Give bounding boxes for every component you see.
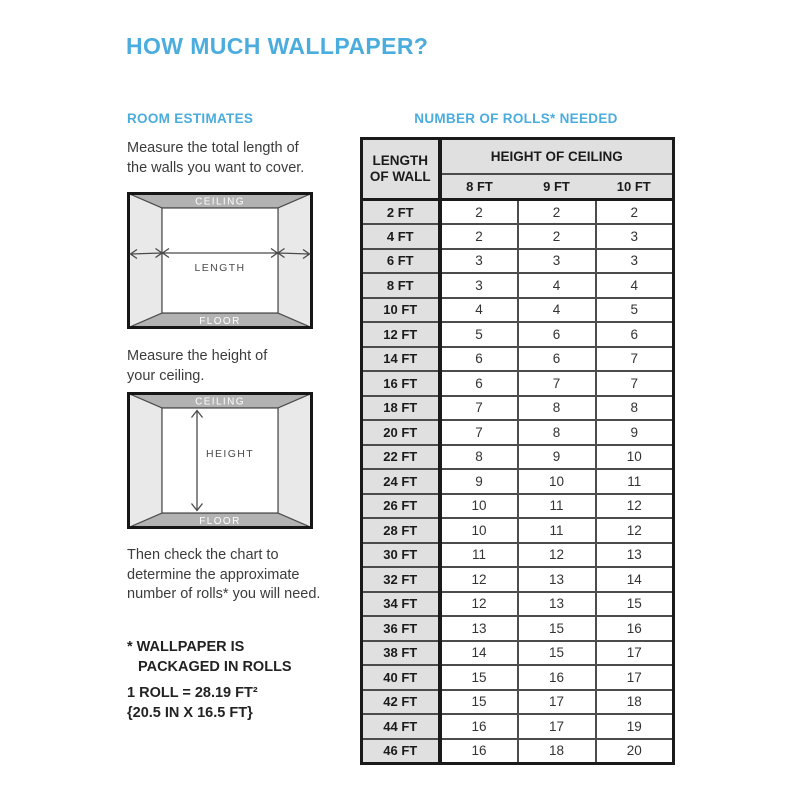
- rolls-value-cell: 3: [596, 224, 674, 249]
- rolls-value-cell: 6: [440, 371, 518, 396]
- rolls-value-cell: 6: [518, 322, 596, 347]
- rolls-value-cell: 2: [596, 200, 674, 225]
- table-row: [362, 690, 674, 715]
- rolls-value-cell: 13: [518, 592, 596, 617]
- rolls-footnote: [127, 638, 292, 677]
- row-length-label: 26 FT: [362, 494, 440, 519]
- room-estimates-heading: ROOM ESTIMATES: [127, 111, 254, 126]
- rolls-value-cell: 15: [440, 665, 518, 690]
- rolls-value-cell: 13: [440, 616, 518, 641]
- right-wall-panel: [278, 394, 312, 528]
- rolls-value-cell: 14: [596, 567, 674, 592]
- rolls-value-cell: 17: [596, 665, 674, 690]
- rolls-value-cell: 3: [518, 249, 596, 274]
- back-wall-panel: [162, 408, 278, 513]
- column-header-10ft: 10 FT: [596, 174, 674, 200]
- table-row: [362, 347, 674, 372]
- table-row: [362, 592, 674, 617]
- row-length-label: 24 FT: [362, 469, 440, 494]
- table-row: [362, 543, 674, 568]
- table-row: [362, 714, 674, 739]
- rolls-value-cell: 15: [518, 641, 596, 666]
- step3-instruction: [127, 546, 320, 605]
- row-length-label: 2 FT: [362, 200, 440, 225]
- rolls-value-cell: 2: [440, 224, 518, 249]
- footnote-line1: * WALLPAPER IS: [127, 639, 245, 655]
- step1-line1: Measure the total length of: [127, 140, 299, 156]
- room-height-diagram: [127, 392, 313, 529]
- row-length-label: 20 FT: [362, 420, 440, 445]
- table-group-header-row: [362, 139, 674, 174]
- footnote-line2: PACKAGED IN ROLLS: [138, 658, 292, 675]
- rolls-value-cell: 12: [440, 592, 518, 617]
- row-length-label: 44 FT: [362, 714, 440, 739]
- rolls-table-wrap: [360, 137, 675, 765]
- table-row: [362, 445, 674, 470]
- table-row: [362, 665, 674, 690]
- rolls-value-cell: 15: [440, 690, 518, 715]
- step3-line2: determine the approximate: [127, 566, 300, 583]
- roll-size-info: [127, 684, 258, 723]
- row-length-label: 46 FT: [362, 739, 440, 764]
- table-row: [362, 567, 674, 592]
- rolls-value-cell: 6: [596, 322, 674, 347]
- rolls-value-cell: 13: [518, 567, 596, 592]
- rolls-value-cell: 7: [596, 371, 674, 396]
- rolls-value-cell: 17: [518, 690, 596, 715]
- rolls-value-cell: 15: [596, 592, 674, 617]
- row-length-label: 30 FT: [362, 543, 440, 568]
- row-length-label: 6 FT: [362, 249, 440, 274]
- left-wall-panel: [129, 394, 163, 528]
- ceiling-label: CEILING: [195, 196, 245, 208]
- rolls-value-cell: 11: [518, 518, 596, 543]
- row-length-label: 18 FT: [362, 396, 440, 421]
- rolls-value-cell: 3: [440, 273, 518, 298]
- rolls-value-cell: 5: [440, 322, 518, 347]
- row-length-label: 12 FT: [362, 322, 440, 347]
- rolls-table-body: [362, 200, 674, 764]
- rolls-value-cell: 16: [440, 739, 518, 764]
- row-length-label: 22 FT: [362, 445, 440, 470]
- right-wall-panel: [278, 194, 312, 328]
- rolls-value-cell: 17: [596, 641, 674, 666]
- rolls-value-cell: 7: [440, 420, 518, 445]
- step3-line1: Then check the chart to: [127, 547, 279, 563]
- table-row: [362, 641, 674, 666]
- rolls-value-cell: 4: [518, 273, 596, 298]
- rolls-value-cell: 14: [440, 641, 518, 666]
- row-length-label: 32 FT: [362, 567, 440, 592]
- floor-label: FLOOR: [199, 316, 241, 327]
- rolls-value-cell: 20: [596, 739, 674, 764]
- roll-area-line: 1 ROLL = 28.19 FT²: [127, 685, 258, 701]
- column-header-9ft: 9 FT: [518, 174, 596, 200]
- rolls-value-cell: 10: [518, 469, 596, 494]
- length-label: LENGTH: [194, 262, 246, 274]
- length-of-wall-line2: OF WALL: [369, 169, 431, 184]
- room-length-diagram: [127, 192, 313, 329]
- row-length-label: 8 FT: [362, 273, 440, 298]
- step1-instruction: [127, 139, 304, 178]
- rolls-value-cell: 7: [596, 347, 674, 372]
- back-wall-panel: [162, 208, 278, 313]
- row-length-label: 40 FT: [362, 665, 440, 690]
- rolls-value-cell: 3: [596, 249, 674, 274]
- row-length-label: 4 FT: [362, 224, 440, 249]
- rolls-value-cell: 18: [596, 690, 674, 715]
- rolls-value-cell: 9: [518, 445, 596, 470]
- length-of-wall-header: [362, 139, 440, 200]
- rolls-value-cell: 2: [518, 200, 596, 225]
- rolls-value-cell: 10: [440, 518, 518, 543]
- step1-line2: the walls you want to cover.: [127, 159, 305, 176]
- row-length-label: 16 FT: [362, 371, 440, 396]
- row-length-label: 14 FT: [362, 347, 440, 372]
- rolls-value-cell: 3: [440, 249, 518, 274]
- rolls-value-cell: 6: [518, 347, 596, 372]
- step2-instruction: [127, 347, 267, 386]
- rolls-value-cell: 6: [440, 347, 518, 372]
- rolls-value-cell: 18: [518, 739, 596, 764]
- rolls-value-cell: 2: [518, 224, 596, 249]
- rolls-value-cell: 5: [596, 298, 674, 323]
- height-of-ceiling-header: HEIGHT OF CEILING: [440, 139, 674, 174]
- row-length-label: 28 FT: [362, 518, 440, 543]
- table-row: [362, 322, 674, 347]
- rolls-value-cell: 11: [518, 494, 596, 519]
- rolls-value-cell: 11: [596, 469, 674, 494]
- table-row: [362, 298, 674, 323]
- rolls-value-cell: 16: [518, 665, 596, 690]
- table-row: [362, 224, 674, 249]
- left-wall-panel: [129, 194, 163, 328]
- row-length-label: 42 FT: [362, 690, 440, 715]
- rolls-value-cell: 12: [596, 518, 674, 543]
- rolls-value-cell: 8: [518, 396, 596, 421]
- rolls-value-cell: 16: [440, 714, 518, 739]
- table-row: [362, 371, 674, 396]
- table-row: [362, 273, 674, 298]
- step2-line1: Measure the height of: [127, 348, 268, 364]
- table-row: [362, 249, 674, 274]
- rolls-value-cell: 15: [518, 616, 596, 641]
- table-row: [362, 469, 674, 494]
- rolls-value-cell: 2: [440, 200, 518, 225]
- rolls-table-heading: NUMBER OF ROLLS* NEEDED: [414, 111, 618, 126]
- rolls-value-cell: 4: [596, 273, 674, 298]
- rolls-value-cell: 4: [440, 298, 518, 323]
- rolls-value-cell: 11: [440, 543, 518, 568]
- table-row: [362, 200, 674, 225]
- rolls-value-cell: 12: [440, 567, 518, 592]
- table-row: [362, 494, 674, 519]
- roll-dimensions-line: {20.5 IN X 16.5 FT}: [127, 704, 253, 721]
- rolls-value-cell: 8: [440, 445, 518, 470]
- rolls-value-cell: 7: [440, 396, 518, 421]
- rolls-value-cell: 9: [440, 469, 518, 494]
- rolls-value-cell: 13: [596, 543, 674, 568]
- page-title: HOW MUCH WALLPAPER?: [126, 33, 429, 59]
- row-length-label: 36 FT: [362, 616, 440, 641]
- rolls-value-cell: 17: [518, 714, 596, 739]
- step2-line2: your ceiling.: [127, 367, 205, 384]
- height-label: HEIGHT: [206, 448, 255, 460]
- table-row: [362, 518, 674, 543]
- rolls-value-cell: 8: [596, 396, 674, 421]
- length-of-wall-line1: LENGTH: [372, 152, 428, 168]
- rolls-value-cell: 7: [518, 371, 596, 396]
- rolls-table: [360, 137, 675, 765]
- rolls-value-cell: 9: [596, 420, 674, 445]
- rolls-value-cell: 4: [518, 298, 596, 323]
- rolls-value-cell: 12: [596, 494, 674, 519]
- rolls-value-cell: 8: [518, 420, 596, 445]
- table-row: [362, 396, 674, 421]
- column-header-8ft: 8 FT: [440, 174, 518, 200]
- rolls-value-cell: 19: [596, 714, 674, 739]
- rolls-value-cell: 10: [440, 494, 518, 519]
- row-length-label: 10 FT: [362, 298, 440, 323]
- rolls-value-cell: 10: [596, 445, 674, 470]
- step3-line3: number of rolls* you will need.: [127, 586, 321, 602]
- ceiling-label: CEILING: [195, 396, 245, 408]
- table-row: [362, 739, 674, 764]
- rolls-value-cell: 12: [518, 543, 596, 568]
- table-row: [362, 420, 674, 445]
- rolls-value-cell: 16: [596, 616, 674, 641]
- row-length-label: 34 FT: [362, 592, 440, 617]
- floor-label: FLOOR: [199, 516, 241, 527]
- row-length-label: 38 FT: [362, 641, 440, 666]
- table-row: [362, 616, 674, 641]
